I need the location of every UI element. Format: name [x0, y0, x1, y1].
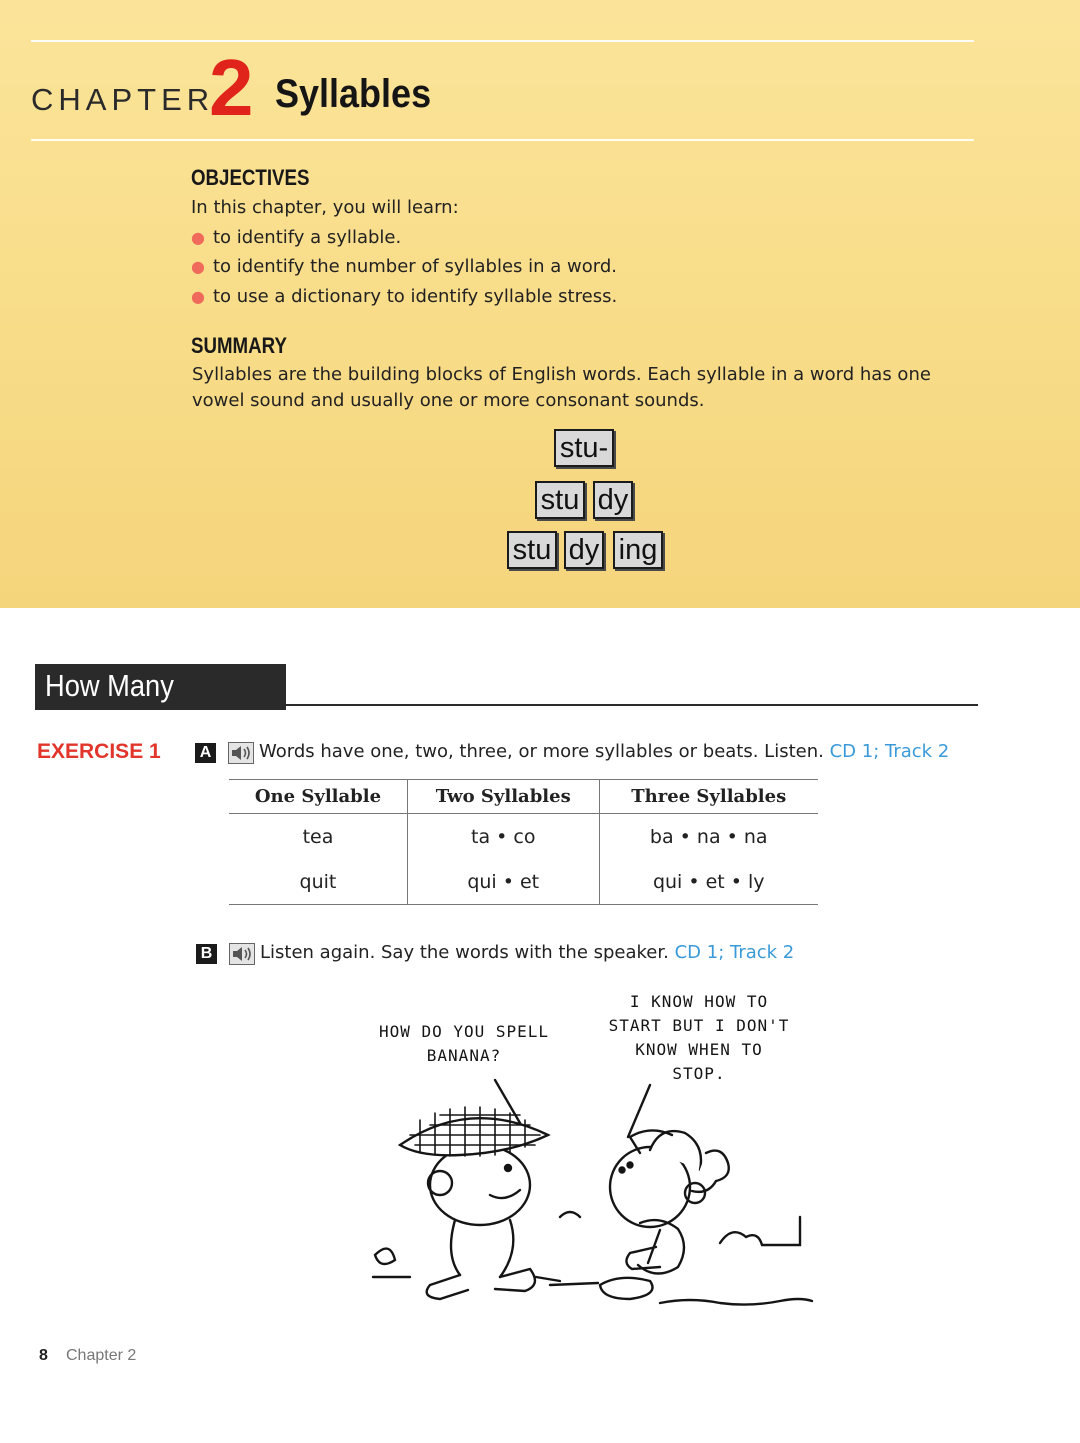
syllable-block: ing [613, 531, 663, 569]
objective-item: ● to identify a syllable. [191, 227, 402, 248]
table-cell: qui • et [407, 859, 599, 905]
section-title: How Many Beats? [35, 664, 286, 710]
objectives-heading: OBJECTIVES [191, 165, 310, 190]
audio-speaker-icon[interactable] [229, 943, 255, 965]
table-header-row [229, 780, 818, 814]
header-rule [31, 139, 974, 141]
part-a-track: CD 1; Track 2 [829, 741, 950, 762]
syllable-block: dy [593, 481, 633, 519]
right-speech-bubble: I KNOW HOW TO START BUT I DON'T KNOW WHEN TO STOP. [608, 992, 790, 1083]
comic-illustration [360, 985, 820, 1315]
chapter-number: 2 [209, 43, 252, 132]
section-rule [286, 704, 978, 706]
syllable-block: stu- [554, 429, 614, 467]
syllable-block: stu [535, 481, 585, 519]
column-header: Three Syllables [599, 780, 818, 814]
part-b-instruction: Listen again. Say the words with the speaker. CD 1; Track 2 [260, 942, 795, 963]
part-b-letter: B [196, 944, 217, 964]
chapter-word: CHAPTER [31, 82, 215, 117]
table-cell: tea [302, 825, 334, 848]
footer-chapter: Chapter 2 [66, 1347, 137, 1364]
table-row [229, 859, 818, 905]
bullet-icon: ● [191, 287, 205, 306]
bullet-icon: ● [191, 257, 205, 276]
column-header: One Syllable [229, 780, 407, 814]
summary-heading: SUMMARY [191, 333, 287, 358]
objective-item: ● to use a dictionary to identify syllable stress. [191, 286, 618, 307]
page-number: 8 [39, 1347, 48, 1364]
part-b-track: CD 1; Track 2 [674, 942, 795, 963]
column-header: Two Syllables [407, 780, 599, 814]
table-cell: qui • et • ly [599, 859, 818, 905]
chapter-title: Syllables [275, 72, 432, 116]
objective-item: ● to identify the number of syllables in a word. [191, 256, 617, 277]
bullet-icon: ● [191, 228, 205, 247]
part-a-instruction: Words have one, two, three, or more syllables or beats. Listen. CD 1; Track 2 [259, 741, 950, 762]
table-cell: quit [229, 859, 407, 905]
summary-text: Syllables are the building blocks of English words. Each syllable in a word has one vowel sound and usually one or more consonant sounds. [192, 364, 931, 411]
syllable-table [229, 779, 818, 905]
table-row [229, 814, 818, 860]
syllable-block: stu [507, 531, 557, 569]
left-speech-bubble: HOW DO YOU SPELL BANANA? [378, 1022, 550, 1065]
exercise-label: EXERCISE 1 [37, 740, 161, 763]
table-cell: ta • co [407, 814, 599, 860]
syllable-block: dy [564, 531, 604, 569]
part-a-letter: A [195, 743, 216, 763]
audio-speaker-icon[interactable] [228, 742, 254, 764]
objectives-intro: In this chapter, you will learn: [191, 197, 459, 218]
table-cell: ba • na • na [599, 814, 818, 860]
top-rule [31, 40, 974, 42]
